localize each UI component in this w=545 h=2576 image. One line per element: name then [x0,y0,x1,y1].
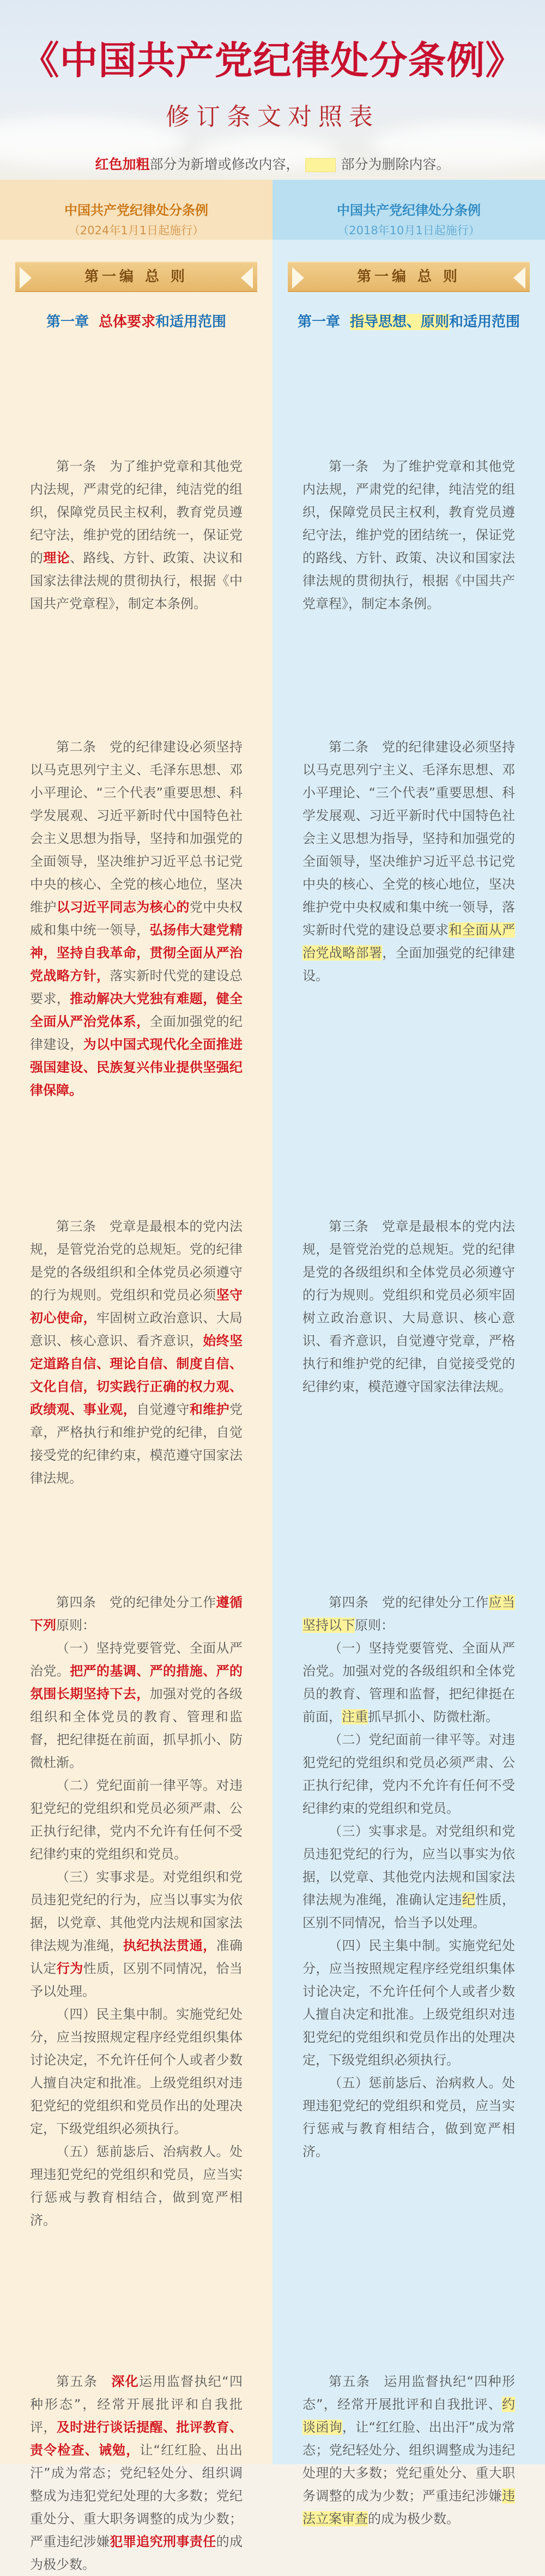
article-text: 第二条 党的纪律建设必须坚持以马克思列宁主义、毛泽东思想、邓小平理论、“三个代表”重要思想、科学发展观、习近平新时代中国特色社会主义思想为指导，坚持和加强党的全面领导，坚决维护习近平总书记党中央的核心、全党的核心地位，坚决维护党中央权威和集中统一领导，落实新时代党的建设总要求 [302,739,515,938]
page-subtitle: 修订条文对照表 [166,103,379,131]
article-text: 党章，严格执行和维护党的纪律，自觉接受党的纪律约束，模范遵守国家法律法规。 [30,1402,243,1486]
article-text: 性质，区别不同情况，恰当予以处理。 [30,1961,243,1999]
article-3 [302,1215,515,1398]
article-new-text: 为以中国式现代化全面推进强国建设、民族复兴伟业提供坚强纪律保障。 [30,1037,243,1098]
article-text: 的成为极少数。 [30,2534,243,2572]
chapter-heading [272,311,545,331]
comparison-columns [0,180,545,2572]
page-header [0,0,545,180]
article-new-text: 把严的基调、严的措施、严的氛围长期坚持下去， [30,1663,243,1702]
column-title: 中国共产党纪律处分条例 [64,203,208,218]
legend [0,154,545,173]
legend-red-label: 红色加粗 [95,156,150,172]
article-new-text: 深化 [111,2374,140,2389]
article-text: 第三条 党章是最根本的党内法规，是管党治党的总规矩。党的纪律是党的各级组织和全体党员必须遵守的行为规则。党组织和党员必须 [30,1219,243,1303]
article-1 [302,455,515,615]
column-2024 [0,180,272,2572]
chapter-number: 第一章 [297,314,340,330]
article-text: （三）实事求是。对党组织和党员违犯党纪的行为，应当以事实为依据，以党章、其他党内法规和国家法律法规为准绳， [30,1869,243,1953]
column-date: （2024年1月1日起施行） [68,224,204,237]
article-text: （五）惩前毖后、治病救人。处理违犯党纪的党组织和党员，应当实行惩戒与教育相结合，做到宽严相济。 [30,2144,243,2228]
article-text: （二）党纪面前一律平等。对违犯党纪的党组织和党员必须严肃、公正执行纪律，党内不允许有任何不受纪律约束的党组织和党员。 [30,1778,243,1862]
chapter-deleted-text: 指导思想、原则 [349,314,449,330]
article-text: 第五条 运用监督执纪“四种形态”，经常开展批评和自我批评、 [302,2374,515,2412]
article-text: 原则： [355,1618,394,1633]
article-text: 第四条 党的纪律处分工作 [56,1595,216,1610]
legend-yellow-text: 部分为删除内容。 [341,156,450,172]
chapter-text: 和适用范围 [449,314,520,330]
article-text: 自觉遵守 [136,1402,190,1417]
article-new-text: 以习近平同志为核心的 [56,900,190,915]
article-text: 加强对党的各级组织和全体党员的教育、管理和监督，把纪律挺在前面，抓早抓小、防微杜渐。 [30,1686,243,1770]
column-header [272,180,545,240]
part-banner: 第一编 总 则 [288,262,530,292]
legend-yellow-swatch [305,158,336,172]
article-text: （一）坚持党要管党、全面从严治党。 [30,1641,243,1679]
article-new-text: 始终坚定道路自信、理论自信、制度自信、文化自信，切实践行正确的权力观、政绩观、事业观， [30,1333,243,1417]
chapter-new-text: 总体要求 [98,314,155,330]
article-text: 全面加强党的纪律建设， [30,1014,243,1052]
column-header [0,180,272,240]
column-2018 [272,180,545,2526]
article-new-text: 遵循下列 [30,1595,243,1633]
article-text: 第二条 党的纪律建设必须坚持以马克思列宁主义、毛泽东思想、邓小平理论、“三个代表”重要思想、科学发展观、习近平新时代中国特色社会主义思想为指导，坚持和加强党的全面领导，坚决维护习近平总书记党中央的核心、全党的核心地位，坚决维护 [30,739,243,915]
article-5 [30,2370,243,2576]
article-text: 第四条 党的纪律处分工作 [329,1595,489,1610]
article-text: 原则： [56,1618,95,1633]
page-title: 《中国共产党纪律处分条例》 [21,38,524,83]
article-deleted-text: 违法立案审查 [302,2488,515,2526]
article-text: 性质，区别不同情况，恰当予以处理。 [302,1892,516,1930]
article-2 [30,736,243,1102]
article-text: 第三条 党章是最根本的党内法规，是管党治党的总规矩。党的纪律是党的各级组织和全体党员必须遵守的行为规则。党组织和党员必须牢固树立政治意识、大局意识、核心意识、看齐意识，自觉遵守党章，严格执行和维护党的纪律，自觉接受党的纪律约束，模范遵守国家法律法规。 [302,1219,515,1394]
article-new-text: 弘扬伟大建党精神，坚持自我革命，贯彻全面从严治党战略方针， [30,922,243,983]
article-1 [30,455,243,615]
article-5 [302,2370,515,2530]
article-new-text: 理论 [43,550,70,566]
article-text: 第五条 [56,2374,112,2389]
article-deleted-text: 纪 [462,1892,476,1907]
article-text: 准确认定 [30,1938,243,1976]
article-deleted-text: 应当坚持以下 [302,1595,516,1633]
article-text: （四）民主集中制。实施党纪处分，应当按照规定程序经党组织集体讨论决定，不允许任何个人或者少数人擅自决定和批准。上级党组织对违犯党纪的党组织和党员作出的处理决定，下级党组织必须执行。 [30,2007,243,2136]
article-text: 第一条 为了维护党章和其他党内法规，严肃党的纪律，纯洁党的组织，保障党员民主权利，教育党员遵纪守法，维护党的团结统一，保证党的路线、方针、政策、决议和国家法律法规的贯彻执行，根据《中国共产党章程》，制定本条例。 [302,459,515,611]
article-text: （五）惩前毖后、治病救人。处理违犯党纪的党组织和党员，应当实行惩戒与教育相结合，做到宽严相济。 [302,2075,515,2159]
article-new-text: 和维护 [189,1402,230,1417]
column-date: （2018年10月1日起施行） [337,224,480,237]
article-2 [302,736,515,987]
article-text: （二）党纪面前一律平等。对违犯党纪的党组织和党员必须严肃、公正执行纪律，党内不允许有任何不受纪律约束的党组织和党员。 [302,1732,515,1816]
article-text: 运用监督执纪“四种形态”，经常开展批评和自我批评， [30,2374,243,2435]
article-text: 让“红红脸、出出汗”成为常态；党纪轻处分、组织调整成为违犯党纪处理的大多数；党纪重处分、重大职务调整的成为少数；严重违纪涉嫌 [30,2443,243,2549]
article-4 [302,1591,515,2163]
chapter-text: 和适用范围 [155,314,227,330]
article-text: ，让“红红脸、出出汗”成为常态；党纪轻处分、组织调整成为违纪处理的大多数；党纪重处分、重大职务调整的成为少数；严重违纪涉嫌 [302,2420,515,2504]
article-deleted-text: 约谈函询 [302,2397,515,2435]
article-text: 牢固树立政治意识、大局意识、核心意识、看齐意识， [30,1310,243,1348]
column-title: 中国共产党纪律处分条例 [337,203,481,218]
article-new-text: 执纪执法贯通， [123,1938,216,1953]
article-text: 第一条 为了维护党章和其他党内法规，严肃党的纪律，纯洁党的组织，保障党员民主权利，教育党员遵纪守法，维护党的团结统一，保证党的 [30,459,243,566]
article-text: ，全面加强党的纪律建设。 [302,945,516,983]
article-new-text: 行为 [56,1961,83,1976]
article-text: 落实新时代党的建设总要求， [30,968,243,1006]
article-text: 、路线、方针、政策、决议和国家法律法规的贯彻执行，根据《中国共产党章程》，制定本条例。 [30,550,243,611]
part-banner: 第一编 总 则 [15,262,257,292]
chapter-heading [0,311,272,331]
article-4 [30,1591,243,2232]
article-text: （三）实事求是。对党组织和党员违犯党纪的行为，应当以事实为依据，以党章、其他党内法规和国家法律法规为准绳，准确认定违 [302,1824,515,1907]
article-deleted-text: 注重 [342,1709,368,1724]
legend-red-text: 部分为新增或修改内容， [149,156,300,172]
article-text: （一）坚持党要管党、全面从严治党。加强对党的各级组织和全体党员的教育、管理和监督，把纪律挺在前面， [302,1641,515,1724]
article-text: 的成为极少数。 [368,2511,459,2526]
article-new-text: 坚守初心使命， [30,1287,243,1326]
article-deleted-text: 和全面从严治党战略部署 [302,922,516,961]
article-3 [30,1215,243,1490]
article-new-text: 推动解决大党独有难题，健全全面从严治党体系， [30,991,243,1029]
chapter-number: 第一章 [46,314,89,330]
article-text: （四）民主集中制。实施党纪处分，应当按照规定程序经党组织集体讨论决定，不允许任何个人或者少数人擅自决定和批准。上级党组织对违犯党纪的党组织和党员作出的处理决定，下级党组织必须执行。 [302,1938,515,2068]
article-text: 党中央权威和集中统一领导， [30,900,243,938]
article-new-text: 及时进行谈话提醒、批评教育、责令检查、诫勉， [30,2420,243,2458]
article-text: 抓早抓小、防微杜渐。 [368,1709,499,1724]
article-new-text: 犯罪追究刑事责任 [110,2534,216,2549]
